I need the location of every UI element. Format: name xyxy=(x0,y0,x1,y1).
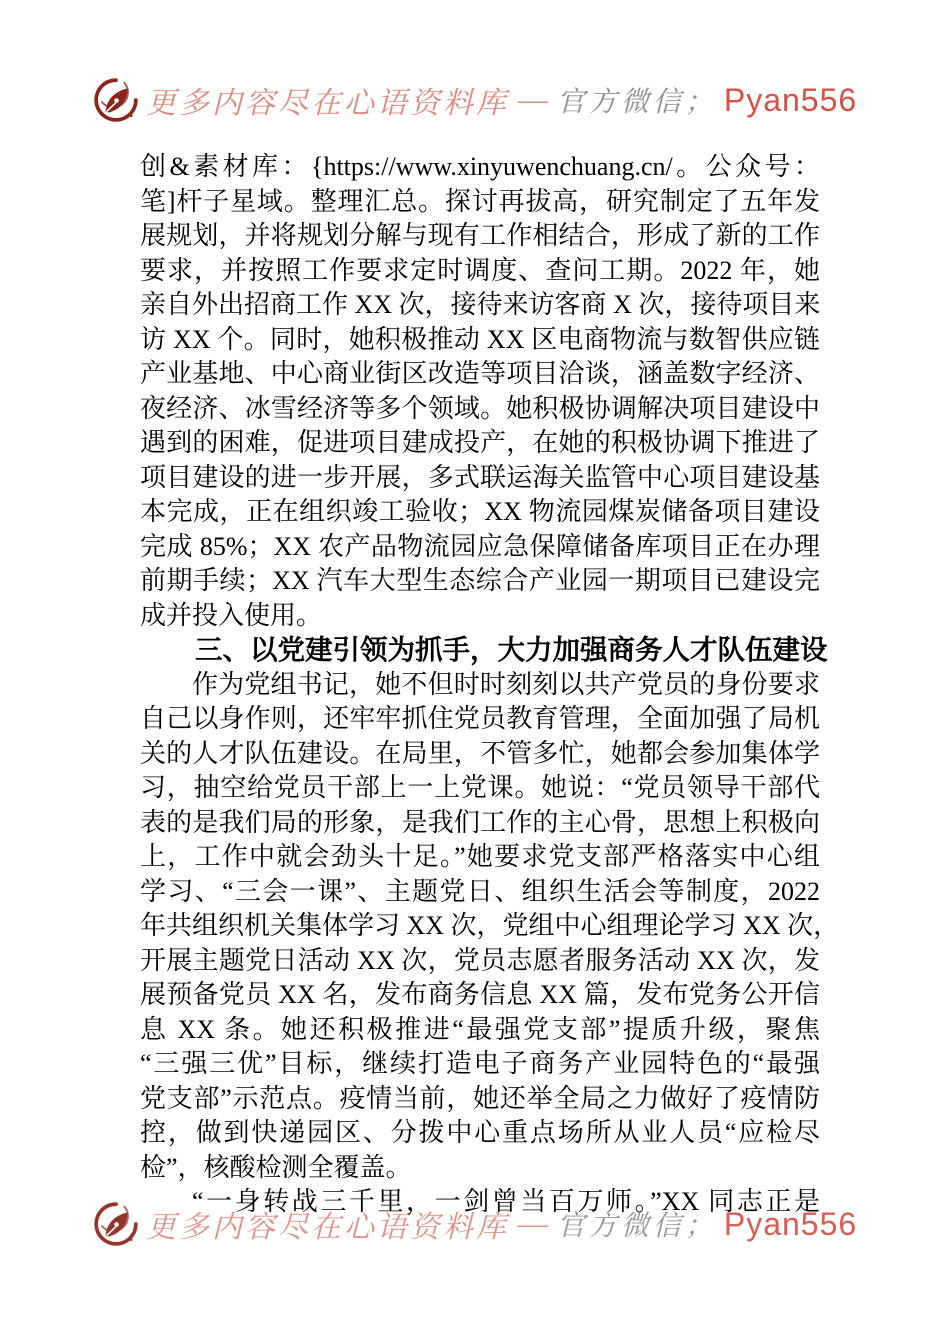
text-line: 作为党组书记，她不但时时刻刻以共产党员的身份要求 xyxy=(192,669,820,699)
wechat-id: Pyan556 xyxy=(723,1205,858,1242)
text-line: 学习、“三会一课”、主题党日、组织生活会等制度，2022 xyxy=(140,876,820,906)
pen-logo-icon xyxy=(93,1201,139,1247)
watermark-top xyxy=(0,72,950,128)
text-line: 展预备党员 XX 名，发布商务信息 XX 篇，发布党务公开信 xyxy=(140,980,820,1009)
pen-logo-icon xyxy=(93,77,139,123)
text-line: 要求，并按照工作要求定时调度、查问工期。2022 年，她 xyxy=(140,255,820,285)
text-line: 上，工作中就会劲头十足。”她要求党支部严格落实中心组 xyxy=(140,842,820,871)
text-line: 夜经济、冰雪经济等多个领域。她积极协调解决项目建设中 xyxy=(140,393,820,423)
watermark-text: 更多内容尽在心语资料库 xyxy=(145,1211,509,1244)
text-line: 党支部”示范点。疫情当前，她还举全局之力做好了疫情防 xyxy=(140,1083,820,1113)
watermark-text: 更多内容尽在心语资料库 xyxy=(145,87,509,120)
text-line: 习，抽空给党员干部上一上党课。她说：“党员领导干部代 xyxy=(140,773,820,802)
paragraph-last-line: 成并投入使用。 xyxy=(140,600,323,630)
text-line: 展规划，并将规划分解与现有工作相结合，形成了新的工作 xyxy=(140,221,820,250)
wechat-id: Pyan556 xyxy=(723,81,858,118)
text-line: 遇到的困难，促进项目建成投产，在她的积极协调下推进了 xyxy=(140,428,820,457)
text-line: 开展主题党日活动 XX 次，党员志愿者服务活动 XX 次，发 xyxy=(140,945,820,975)
text-line: 创&素材库：{https://www.xinyuwenchuang.cn/。公众号： xyxy=(140,152,820,181)
text-line: 息 XX 条。她还积极推进“最强党支部”提质升级，聚焦 xyxy=(140,1014,820,1044)
text-line: 笔]杆子星域。整理汇总。探讨再拔高，研究制定了五年发 xyxy=(140,186,820,216)
paragraph-last-line: 检”，核酸检测全覆盖。 xyxy=(140,1152,412,1182)
wechat-label: 官方微信； xyxy=(556,1211,717,1242)
text-line: 自己以身作则，还牢牢抓住党员教育管理，全面加强了局机 xyxy=(140,704,820,733)
text-line: 年共组织机关集体学习 XX 次，党组中心组理论学习 XX 次， xyxy=(140,911,840,940)
text-line: 产业基地、中心商业街区改造等项目洽谈，涵盖数字经济、 xyxy=(140,359,820,388)
text-line: 本完成，正在组织竣工验收；XX 物流园煤炭储备项目建设 xyxy=(140,497,820,526)
text-line: “三强三优”目标，继续打造电子商务产业园特色的“最强 xyxy=(140,1049,820,1078)
text-line: 完成 85%；XX 农产品物流园应急保障储备库项目正在办理 xyxy=(140,531,820,561)
text-line: 控，做到快递园区、分拨中心重点场所从业人员“应检尽 xyxy=(140,1118,820,1147)
body-text xyxy=(140,150,840,1220)
watermark-dash: — xyxy=(517,83,548,116)
text-line: “一身转战三千里，一剑曾当百万师。”XX 同志正是 xyxy=(192,1187,820,1216)
watermark-dash: — xyxy=(517,1207,548,1240)
section-heading: 三、以党建引领为抓手，大力加强商务人才队伍建设 xyxy=(195,634,828,665)
text-line: 表的是我们局的形象，是我们工作的主心骨，思想上积极向 xyxy=(140,807,820,837)
wechat-label: 官方微信； xyxy=(556,87,717,118)
text-line: 关的人才队伍建设。在局里，不管多忙，她都会参加集体学 xyxy=(140,738,820,768)
text-line: 亲自外出招商工作 XX 次，接待来访客商 X 次，接待项目来 xyxy=(140,290,821,319)
text-line: 前期手续；XX 汽车大型生态综合产业园一期项目已建设完 xyxy=(140,566,820,595)
text-line: 项目建设的进一步开展，多式联运海关监管中心项目建设基 xyxy=(140,462,820,492)
text-line: 访 XX 个。同时，她积极推动 XX 区电商物流与数智供应链 xyxy=(140,324,820,354)
